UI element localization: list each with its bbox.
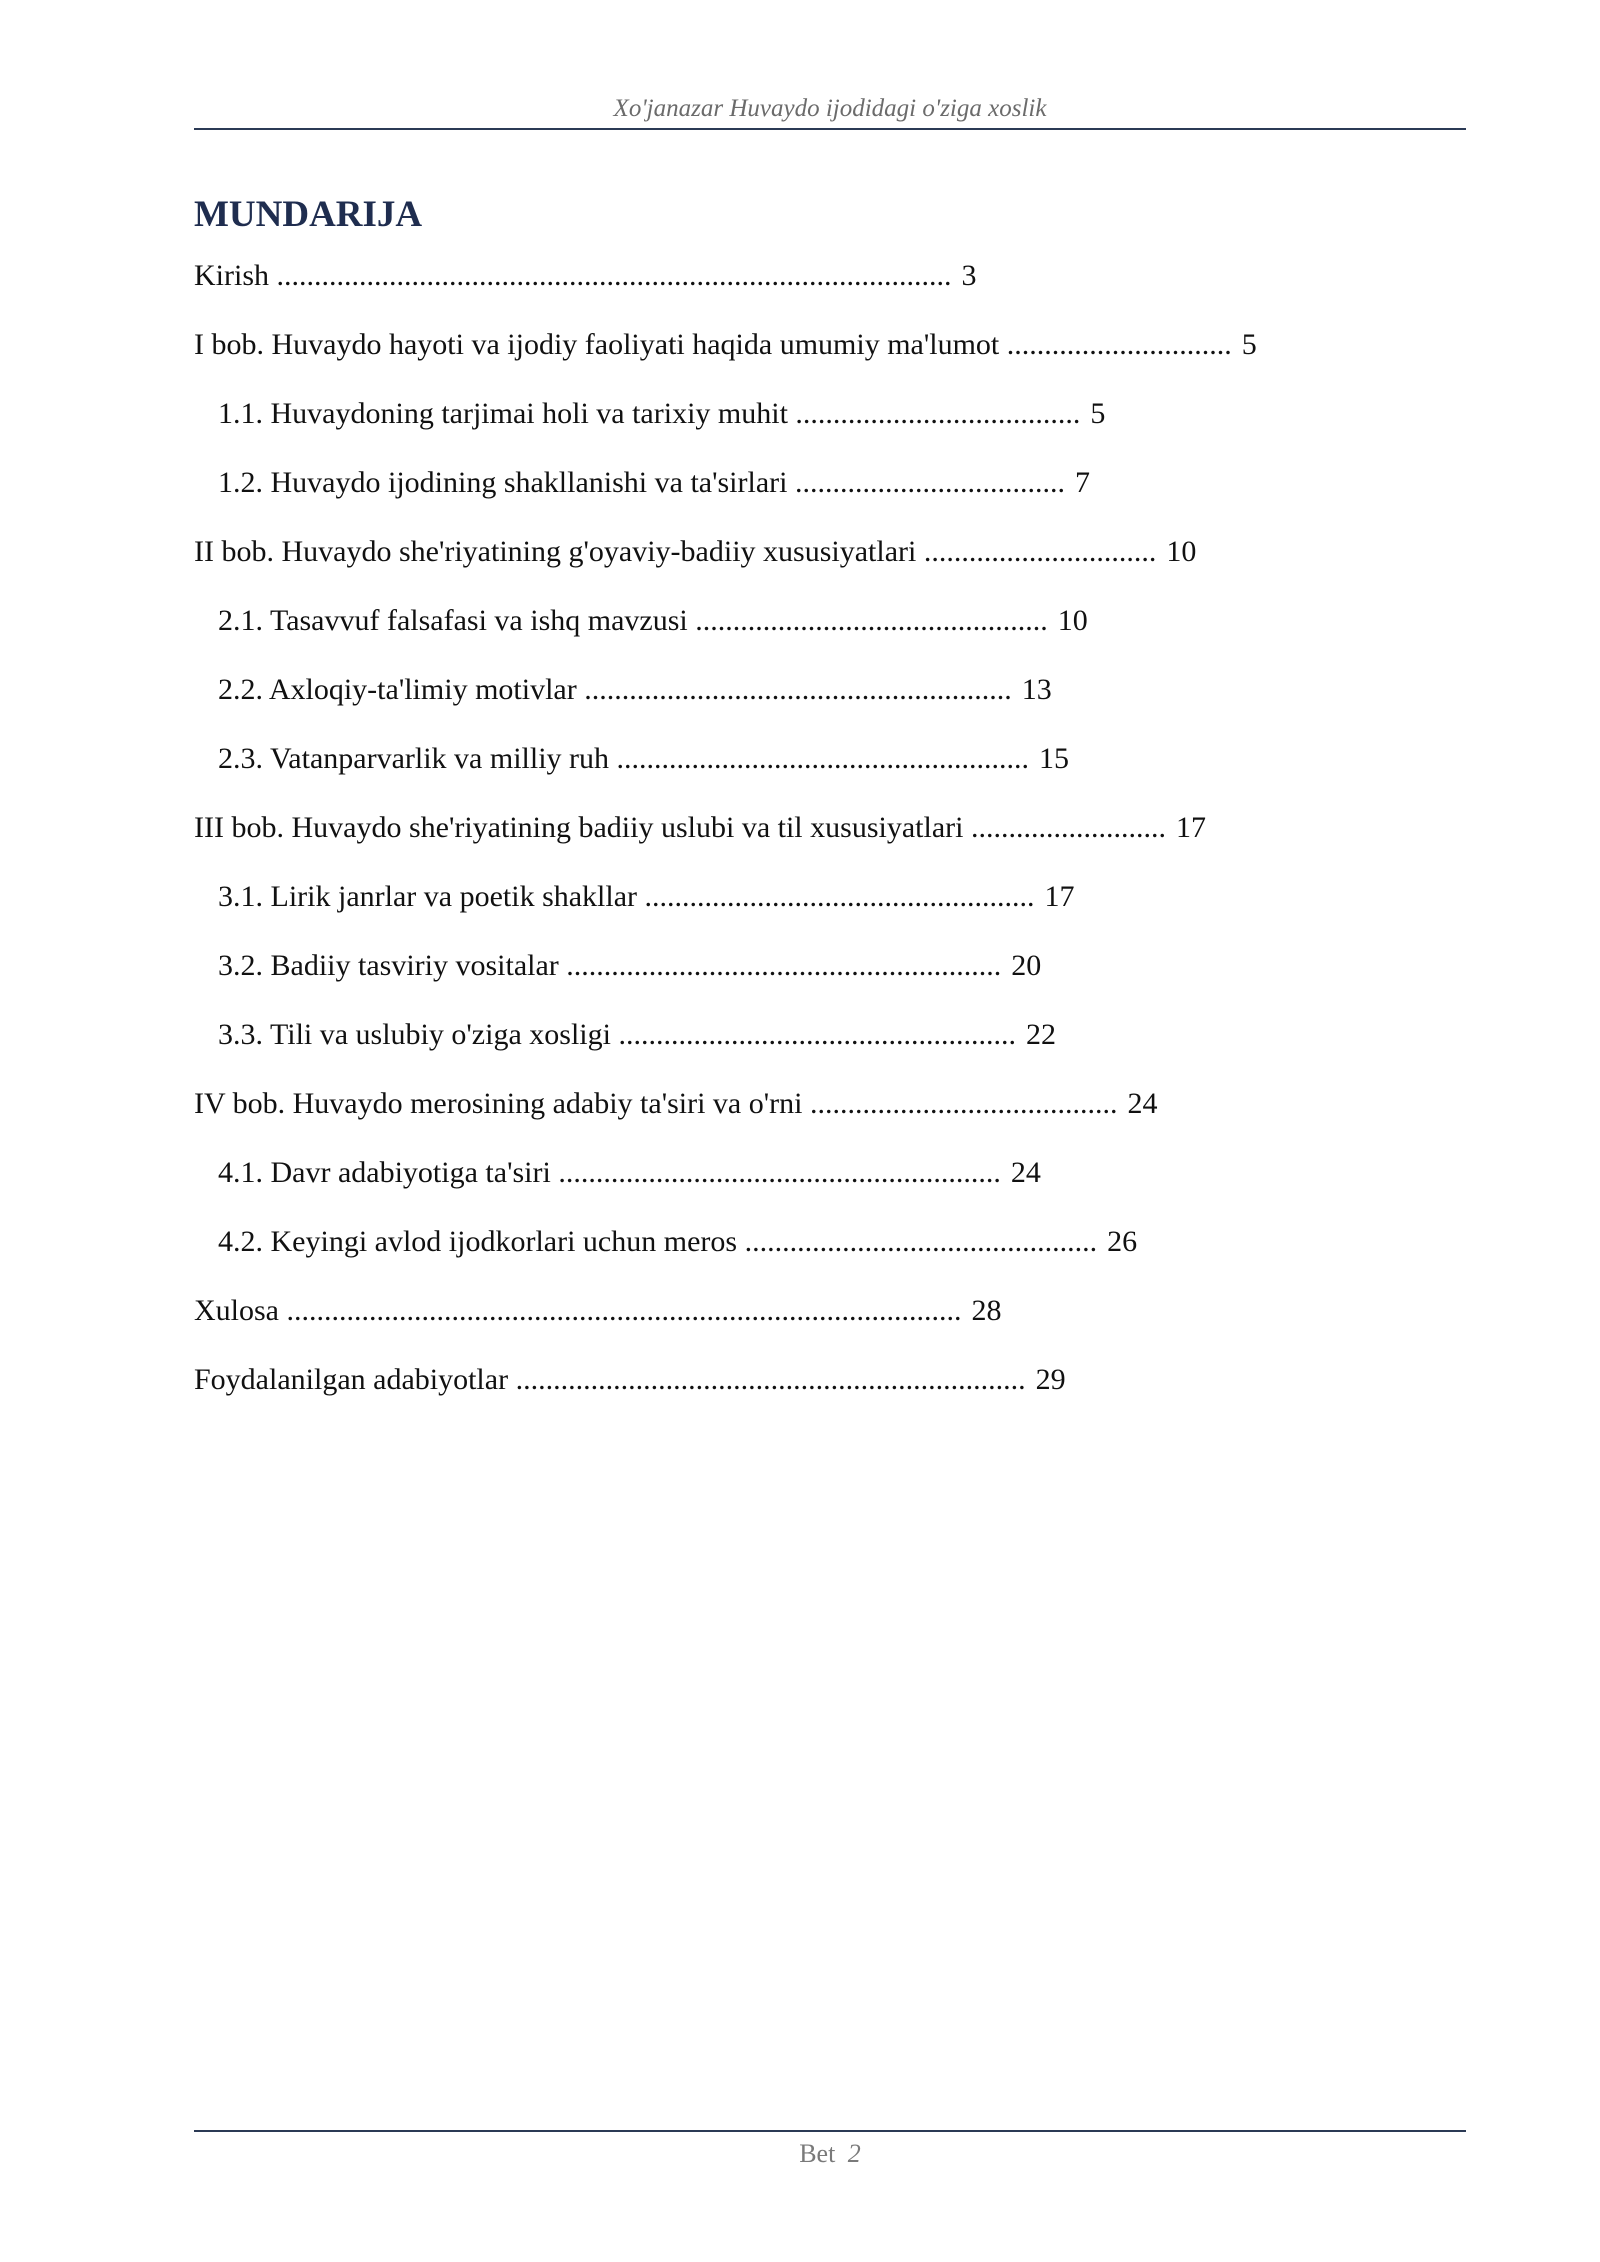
- table-of-contents: [194, 256, 1257, 1429]
- toc-leader-dots: ...............................................: [744, 1225, 1098, 1258]
- toc-entry[interactable]: [194, 877, 1257, 917]
- toc-leader-dots: .........................................................: [584, 673, 1012, 706]
- toc-leader-dots: ......................................: [795, 397, 1081, 430]
- toc-leader-dots: ..........................: [970, 811, 1166, 844]
- footer-page-label: Bet: [799, 2139, 836, 2168]
- toc-leader-dots: .........................................: [809, 1087, 1118, 1120]
- toc-entry[interactable]: [194, 670, 1257, 710]
- toc-entry[interactable]: [194, 739, 1257, 779]
- toc-entry-label: 3.3. Tili va uslubiy o'ziga xosligi: [218, 1018, 611, 1051]
- toc-leader-dots: ...............................................: [695, 604, 1048, 637]
- toc-entry[interactable]: [194, 532, 1257, 572]
- toc-entry-label: 4.2. Keyingi avlod ijodkorlari uchun meros: [218, 1225, 738, 1258]
- toc-entry-label: Xulosa: [194, 1294, 279, 1327]
- toc-entry-label: I bob. Huvaydo hayoti va ijodiy faoliyati haqida umumiy ma'lumot: [194, 328, 1000, 361]
- toc-leader-dots: ....................................: [795, 466, 1065, 499]
- toc-page-number: 24: [1127, 1087, 1158, 1120]
- running-header: Xo'janazar Huvaydo ijodidagi o'ziga xoslik: [613, 95, 1047, 122]
- toc-entry[interactable]: [194, 1291, 1257, 1331]
- toc-entry-label: 2.3. Vatanparvarlik va milliy ruh: [218, 742, 610, 775]
- toc-page-number: 28: [971, 1294, 1002, 1327]
- toc-leader-dots: ..........................................................................................: [286, 1294, 962, 1327]
- toc-page-number: 3: [961, 259, 977, 292]
- toc-page-number: 5: [1241, 328, 1257, 361]
- toc-entry-label: 1.2. Huvaydo ijodining shakllanishi va ta'sirlari: [218, 466, 788, 499]
- toc-entry-label: 4.1. Davr adabiyotiga ta'siri: [218, 1156, 551, 1189]
- toc-entry-label: 1.1. Huvaydoning tarjimai holi va tarixiy muhit: [218, 397, 788, 430]
- toc-leader-dots: ...........................................................: [558, 1156, 1001, 1189]
- toc-entry-label: 3.2. Badiiy tasviriy vositalar: [218, 949, 559, 982]
- toc-leader-dots: .....................................................: [618, 1018, 1016, 1051]
- toc-page-number: 17: [1044, 880, 1075, 913]
- toc-entry[interactable]: [194, 1222, 1257, 1262]
- toc-entry-label: Foydalanilgan adabiyotlar: [194, 1363, 509, 1396]
- toc-entry[interactable]: [194, 808, 1257, 848]
- toc-page-number: 29: [1035, 1363, 1066, 1396]
- toc-entry[interactable]: [194, 256, 1257, 296]
- toc-leader-dots: .......................................................: [616, 742, 1030, 775]
- toc-leader-dots: ..............................: [1006, 328, 1232, 361]
- page-footer: [194, 2136, 1466, 2172]
- toc-entry[interactable]: [194, 1084, 1257, 1124]
- toc-entry[interactable]: [194, 1360, 1257, 1400]
- toc-page-number: 17: [1175, 811, 1206, 844]
- toc-entry[interactable]: [194, 946, 1257, 986]
- toc-page-number: 26: [1107, 1225, 1138, 1258]
- toc-page-number: 24: [1010, 1156, 1041, 1189]
- toc-page-number: 10: [1057, 604, 1088, 637]
- toc-entry[interactable]: [194, 463, 1257, 503]
- toc-page-number: 15: [1039, 742, 1070, 775]
- toc-entry-label: 2.1. Tasavvuf falsafasi va ishq mavzusi: [218, 604, 688, 637]
- toc-entry[interactable]: [194, 394, 1257, 434]
- toc-entry-label: 3.1. Lirik janrlar va poetik shakllar: [218, 880, 638, 913]
- toc-entry[interactable]: [194, 1153, 1257, 1193]
- toc-entry[interactable]: [194, 1015, 1257, 1055]
- toc-page-number: 20: [1011, 949, 1042, 982]
- toc-entry-label: II bob. Huvaydo she'riyatining g'oyaviy-badiiy xususiyatlari: [194, 535, 917, 568]
- toc-entry[interactable]: [194, 601, 1257, 641]
- toc-page-number: 13: [1021, 673, 1052, 706]
- toc-title: MUNDARIJA: [194, 194, 423, 235]
- toc-entry-label: Kirish: [194, 259, 269, 292]
- toc-page-number: 5: [1090, 397, 1106, 430]
- footer-divider: [194, 2130, 1466, 2132]
- toc-page-number: 22: [1025, 1018, 1056, 1051]
- toc-entry-label: III bob. Huvaydo she'riyatining badiiy uslubi va til xususiyatlari: [194, 811, 964, 844]
- toc-entry-label: 2.2. Axloqiy-ta'limiy motivlar: [218, 673, 577, 706]
- toc-leader-dots: ....................................................................: [515, 1363, 1026, 1396]
- toc-leader-dots: ...............................: [923, 535, 1157, 568]
- toc-page-number: 7: [1075, 466, 1090, 499]
- toc-entry-label: IV bob. Huvaydo merosining adabiy ta'siri va o'rni: [194, 1087, 803, 1120]
- toc-leader-dots: ..........................................................................................: [276, 259, 952, 292]
- footer-page-number: 2: [847, 2139, 861, 2168]
- header-divider: [194, 128, 1466, 130]
- toc-leader-dots: ..........................................................: [566, 949, 1002, 982]
- toc-page-number: 10: [1166, 535, 1197, 568]
- toc-entry[interactable]: [194, 325, 1257, 365]
- toc-leader-dots: ....................................................: [644, 880, 1035, 913]
